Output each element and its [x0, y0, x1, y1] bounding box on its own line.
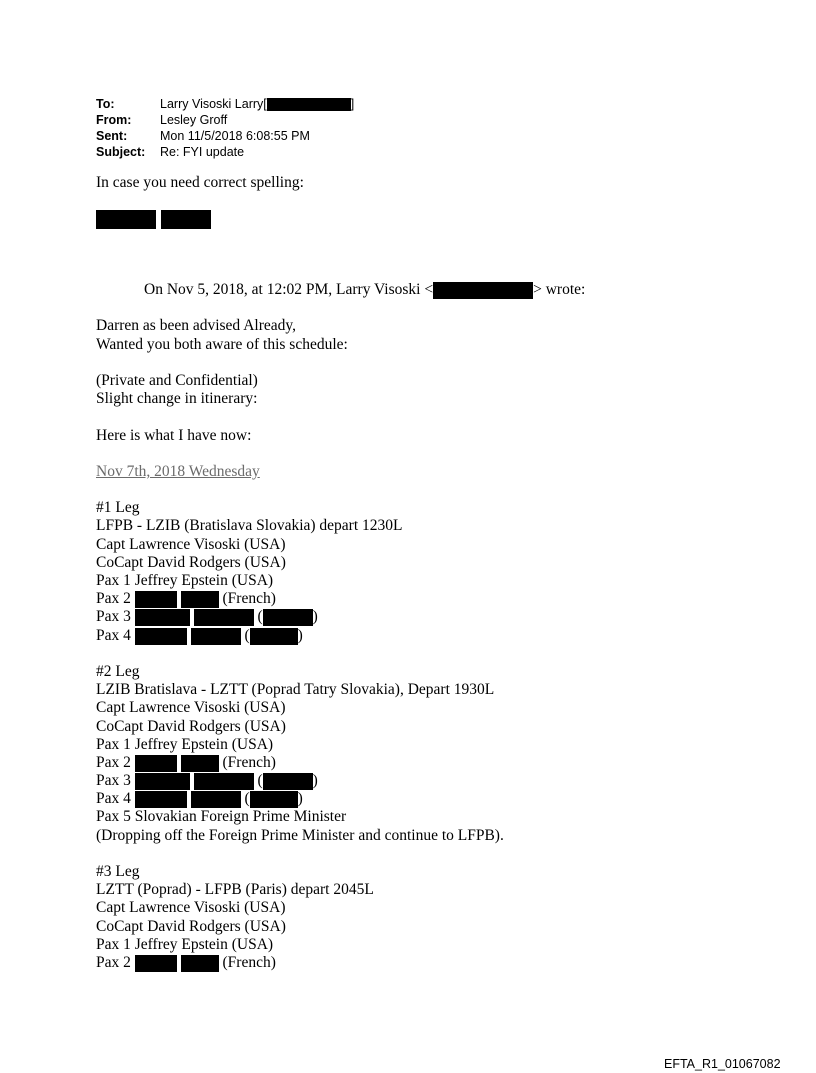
leg-route: LZIB Bratislava - LZTT (Poprad Tatry Slovakia), Depart 1930L: [96, 681, 495, 699]
passenger-2: Pax 2 (French): [96, 753, 276, 771]
redaction-box: [161, 210, 211, 229]
redaction-box: [135, 773, 190, 790]
redaction-box: [135, 791, 187, 808]
leg-cocaptain: CoCapt David Rodgers (USA): [96, 553, 286, 571]
redaction-box: [191, 628, 241, 645]
redaction-box: [194, 609, 254, 626]
redaction-box: [263, 609, 313, 626]
leg-3: [96, 863, 796, 972]
body-line: Slight change in itinerary:: [96, 390, 258, 408]
redaction-box: [135, 628, 187, 645]
to-value: Larry Visoski Larry[: [160, 97, 267, 111]
leg-title: #3 Leg: [96, 863, 140, 880]
redaction-box: [135, 955, 177, 972]
leg-2: [96, 663, 796, 845]
redaction-box: [181, 755, 219, 772]
to-row: [96, 96, 354, 112]
redaction-box: [135, 755, 177, 772]
leg-captain: Capt Lawrence Visoski (USA): [96, 535, 286, 553]
leg-route: LZTT (Poprad) - LFPB (Paris) depart 2045L: [96, 881, 374, 899]
passenger-1: Pax 1 Jeffrey Epstein (USA): [96, 572, 274, 589]
date-heading: Nov 7th, 2018 Wednesday: [96, 462, 260, 480]
body-line: (Private and Confidential): [96, 371, 258, 389]
redaction-box: [433, 282, 533, 299]
leg-route: LFPB - LZIB (Bratislava Slovakia) depart 1230L: [96, 517, 403, 535]
email-body: [96, 174, 796, 972]
from-value: Lesley Groff: [160, 113, 228, 127]
passenger-2: Pax 2 (French): [96, 953, 276, 971]
from-row: [96, 112, 354, 128]
body-line: Darren as been advised Already,: [96, 317, 296, 335]
leg-title: #2 Leg: [96, 662, 140, 680]
redaction-box: [181, 955, 219, 972]
to-label: To:: [96, 97, 115, 111]
quote-attribution: On Nov 5, 2018, at 12:02 PM, Larry Visoski < > wrote:: [144, 281, 586, 299]
passenger-5: Pax 5 Slovakian Foreign Prime Minister: [96, 808, 347, 826]
email-header: [96, 96, 354, 160]
redaction-box: [191, 791, 241, 808]
passenger-3: Pax 3 ( ): [96, 772, 318, 790]
leg-title: #1 Leg: [96, 499, 140, 517]
passenger-4: Pax 4 ( ): [96, 626, 303, 644]
to-close: ]: [350, 97, 355, 111]
passenger-3: Pax 3 ( ): [96, 608, 318, 626]
passenger-1: Pax 1 Jeffrey Epstein (USA): [96, 935, 274, 953]
redaction-box: [181, 591, 219, 608]
redaction-box: [267, 98, 351, 111]
leg-captain: Capt Lawrence Visoski (USA): [96, 899, 286, 917]
redaction-box: [96, 210, 156, 229]
leg-captain: Capt Lawrence Visoski (USA): [96, 699, 286, 717]
redaction-box: [135, 591, 177, 608]
redaction-box: [263, 773, 313, 790]
passenger-1: Pax 1 Jeffrey Epstein (USA): [96, 735, 274, 753]
subject-value: Re: FYI update: [160, 145, 245, 159]
body-line: Wanted you both aware of this schedule:: [96, 335, 348, 353]
sent-row: [96, 128, 354, 144]
redaction-box: [250, 628, 298, 645]
body-line: Here is what I have now:: [96, 426, 252, 444]
sent-label: Sent:: [96, 129, 128, 143]
leg-note: (Dropping off the Foreign Prime Minister and continue to LFPB).: [96, 826, 504, 844]
document-id: EFTA_R1_01067082: [664, 1057, 781, 1071]
redacted-signature: [96, 210, 796, 229]
redaction-box: [250, 791, 298, 808]
passenger-4: Pax 4 ( ): [96, 790, 303, 808]
from-label: From:: [96, 113, 132, 127]
sent-value: Mon 11/5/2018 6:08:55 PM: [160, 129, 310, 143]
redaction-box: [135, 609, 190, 626]
leg-cocaptain: CoCapt David Rodgers (USA): [96, 917, 286, 935]
leg-1: [96, 499, 796, 645]
intro-text: In case you need correct spelling:: [96, 174, 304, 191]
leg-cocaptain: CoCapt David Rodgers (USA): [96, 717, 286, 735]
passenger-2: Pax 2 (French): [96, 590, 276, 608]
redaction-box: [194, 773, 254, 790]
subject-label: Subject:: [96, 145, 146, 159]
subject-row: [96, 144, 354, 160]
